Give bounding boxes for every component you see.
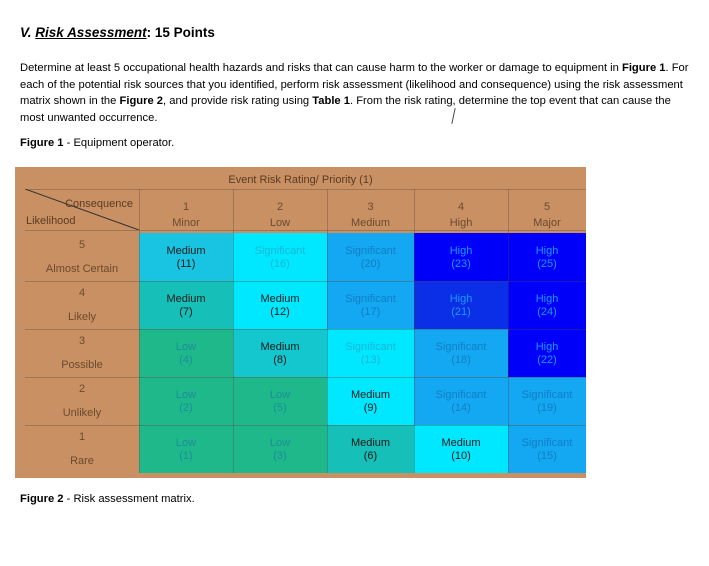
risk-cell-label: Medium bbox=[350, 389, 391, 401]
consequence-header-1 bbox=[139, 189, 233, 230]
risk-matrix bbox=[15, 167, 586, 478]
consequence-number: 1 bbox=[182, 201, 190, 213]
section-number: V. bbox=[20, 25, 32, 40]
risk-cell bbox=[327, 377, 414, 425]
consequence-header-3 bbox=[327, 189, 414, 230]
grid-line bbox=[414, 189, 415, 473]
risk-cell-label: Low bbox=[175, 389, 197, 401]
consequence-header-4 bbox=[414, 189, 508, 230]
table1-ref: Table 1 bbox=[312, 95, 350, 107]
risk-cell-score: (6) bbox=[363, 450, 378, 462]
grid-line bbox=[233, 189, 234, 473]
risk-cell bbox=[327, 233, 414, 281]
risk-cell bbox=[139, 425, 233, 473]
likelihood-number: 1 bbox=[78, 431, 86, 443]
risk-cell-label: Medium bbox=[166, 293, 206, 305]
risk-cell bbox=[139, 329, 233, 377]
risk-cell-label: Significant bbox=[254, 245, 306, 257]
risk-cell-label: Low bbox=[269, 437, 291, 449]
risk-cell-label: Significant bbox=[435, 341, 487, 353]
risk-cell-score: (18) bbox=[451, 354, 471, 366]
risk-cell-score: (2) bbox=[179, 402, 193, 414]
risk-cell-score: (22) bbox=[537, 354, 557, 366]
risk-cell bbox=[508, 329, 586, 377]
risk-cell-score: (25) bbox=[537, 258, 557, 270]
risk-cell-score: (1) bbox=[179, 450, 193, 462]
risk-cell bbox=[139, 377, 233, 425]
risk-cell bbox=[414, 425, 508, 473]
risk-cell bbox=[508, 233, 586, 281]
risk-cell bbox=[508, 377, 586, 425]
instructions-paragraph: Determine at least 5 occupational health hazards and risks that can cause harm to the worker or damage to equipment in Figure 1. For each of the potential risk sources that you identified, perform risk assessment (likelihood and consequence) using the risk assessment matrix shown in the Figure 2, and provide risk rating using Table 1. From the risk rating, determine the top event that can cause the most unwanted occurrence. bbox=[20, 62, 689, 124]
grid-line bbox=[327, 189, 328, 473]
consequence-axis-label: Consequence bbox=[65, 198, 133, 210]
grid-line bbox=[25, 230, 586, 231]
likelihood-header-1 bbox=[25, 425, 139, 473]
risk-cell bbox=[327, 425, 414, 473]
risk-cell-score: (9) bbox=[363, 402, 378, 414]
consequence-name: High bbox=[449, 217, 473, 229]
risk-cell-label: Medium bbox=[260, 341, 300, 353]
figure2-ref: Figure 2 bbox=[119, 95, 164, 107]
likelihood-name: Unlikely bbox=[62, 407, 102, 419]
risk-cell-label: Medium bbox=[350, 437, 391, 449]
risk-cell bbox=[233, 233, 327, 281]
likelihood-header-4 bbox=[25, 281, 139, 329]
grid-line bbox=[25, 377, 586, 378]
likelihood-header-3 bbox=[25, 329, 139, 377]
consequence-name: Low bbox=[269, 217, 291, 229]
risk-cell-score: (16) bbox=[270, 258, 290, 270]
risk-cell-score: (4) bbox=[179, 354, 193, 366]
likelihood-name: Possible bbox=[61, 359, 103, 371]
risk-cell bbox=[327, 329, 414, 377]
risk-cell bbox=[508, 281, 586, 329]
risk-cell-label: Medium bbox=[441, 437, 481, 449]
risk-cell-score: (12) bbox=[270, 306, 290, 318]
risk-cell-label: Low bbox=[175, 437, 197, 449]
likelihood-name: Almost Certain bbox=[45, 263, 119, 275]
grid-line bbox=[508, 189, 509, 473]
likelihood-header-2 bbox=[25, 377, 139, 425]
likelihood-number: 3 bbox=[78, 335, 86, 347]
consequence-number: 4 bbox=[457, 201, 465, 213]
likelihood-name: Likely bbox=[67, 311, 97, 323]
likelihood-axis-label: Likelihood bbox=[26, 215, 76, 227]
matrix-corner-header bbox=[25, 189, 139, 230]
risk-cell bbox=[508, 425, 586, 473]
grid-line bbox=[139, 189, 140, 473]
risk-cell-score: (11) bbox=[176, 258, 196, 270]
risk-cell-label: High bbox=[535, 245, 559, 257]
consequence-name: Minor bbox=[172, 217, 200, 229]
risk-cell bbox=[233, 377, 327, 425]
risk-cell-score: (3) bbox=[273, 450, 287, 462]
risk-cell-score: (21) bbox=[451, 306, 471, 318]
risk-cell bbox=[414, 233, 508, 281]
grid-line bbox=[25, 329, 586, 330]
risk-cell-score: (15) bbox=[537, 450, 557, 462]
risk-cell-score: (19) bbox=[537, 402, 557, 414]
risk-cell-score: (13) bbox=[360, 354, 381, 366]
risk-cell-label: High bbox=[535, 293, 559, 305]
risk-cell bbox=[414, 329, 508, 377]
likelihood-number: 5 bbox=[78, 239, 86, 251]
grid-line bbox=[25, 281, 586, 282]
section-title: Risk Assessment bbox=[35, 25, 147, 40]
risk-cell-label: Significant bbox=[435, 389, 487, 401]
risk-cell-label: Significant bbox=[521, 437, 573, 449]
consequence-name: Medium bbox=[350, 217, 391, 229]
figure1-ref: Figure 1 bbox=[621, 62, 666, 74]
consequence-number: 3 bbox=[367, 201, 374, 213]
section-heading bbox=[20, 25, 215, 40]
risk-cell-label: Significant bbox=[345, 293, 396, 305]
risk-cell-label: Significant bbox=[345, 245, 396, 257]
risk-cell-score: (10) bbox=[451, 450, 471, 462]
risk-cell bbox=[233, 281, 327, 329]
risk-cell-score: (14) bbox=[451, 402, 471, 414]
likelihood-number: 4 bbox=[78, 287, 86, 299]
risk-cell-label: High bbox=[449, 245, 473, 257]
risk-cell-label: Low bbox=[269, 389, 291, 401]
consequence-name: Major bbox=[533, 217, 561, 229]
likelihood-header-5 bbox=[25, 233, 139, 281]
grid-line bbox=[25, 425, 586, 426]
risk-cell-label: Medium bbox=[166, 245, 206, 257]
risk-cell-score: (8) bbox=[273, 354, 287, 366]
risk-cell bbox=[233, 329, 327, 377]
risk-cell-score: (23) bbox=[451, 258, 471, 270]
risk-cell bbox=[139, 281, 233, 329]
risk-cell-score: (7) bbox=[179, 306, 193, 318]
risk-cell-label: Significant bbox=[345, 341, 396, 353]
consequence-header-2 bbox=[233, 189, 327, 230]
risk-cell-score: (17) bbox=[360, 306, 381, 318]
grid-line bbox=[25, 189, 586, 190]
risk-cell bbox=[327, 281, 414, 329]
risk-cell bbox=[414, 281, 508, 329]
matrix-title: Event Risk Rating/ Priority (1) bbox=[228, 174, 373, 186]
risk-cell-label: High bbox=[535, 341, 559, 353]
risk-cell-score: (24) bbox=[537, 306, 557, 318]
risk-cell-score: (20) bbox=[360, 258, 381, 270]
figure2-caption: Figure 2 - Risk assessment matrix. bbox=[20, 493, 195, 505]
consequence-number: 5 bbox=[543, 201, 551, 213]
risk-cell bbox=[139, 233, 233, 281]
risk-cell-score: (5) bbox=[273, 402, 287, 414]
risk-cell bbox=[414, 377, 508, 425]
risk-cell-label: Significant bbox=[521, 389, 573, 401]
risk-cell bbox=[233, 425, 327, 473]
figure1-caption: Figure 1 - Equipment operator. bbox=[20, 137, 175, 149]
likelihood-number: 2 bbox=[78, 383, 86, 395]
consequence-number: 2 bbox=[276, 201, 284, 213]
risk-cell-label: Medium bbox=[260, 293, 300, 305]
risk-cell-label: High bbox=[449, 293, 473, 305]
likelihood-name: Rare bbox=[70, 455, 94, 467]
section-points: : 15 Points bbox=[146, 25, 215, 40]
risk-cell-label: Low bbox=[175, 341, 197, 353]
consequence-header-5 bbox=[508, 189, 586, 230]
